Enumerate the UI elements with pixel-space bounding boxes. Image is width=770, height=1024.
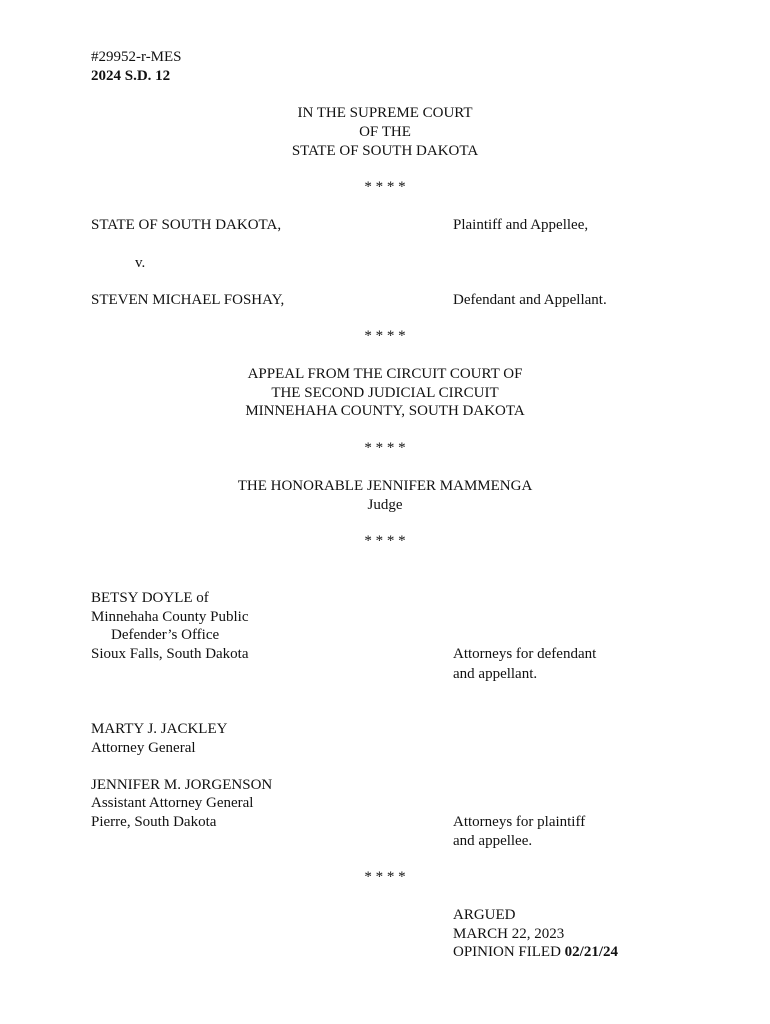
- defense-role-line-2: and appellant.: [453, 666, 538, 682]
- appeal-line-2: THE SECOND JUDICIAL CIRCUIT: [271, 385, 499, 401]
- versus: v.: [135, 255, 146, 271]
- section-separator: * * * *: [364, 440, 406, 456]
- section-separator: * * * *: [364, 328, 406, 344]
- defendant-role: Defendant and Appellant.: [453, 292, 607, 308]
- assistant-attorney-general-title: Assistant Attorney General: [91, 795, 254, 811]
- court-name-line-1: IN THE SUPREME COURT: [297, 105, 473, 121]
- state-role-line-1: Attorneys for plaintiff: [453, 814, 586, 830]
- argued-label: ARGUED: [453, 907, 516, 923]
- defense-attorney-of: of: [192, 590, 209, 606]
- court-name-line-2: OF THE: [359, 124, 411, 140]
- defense-attorney-name-text: BETSY DOYLE: [91, 590, 193, 606]
- assistant-attorney-general-name: JENNIFER M. JORGENSON: [91, 777, 273, 793]
- appeal-line-1: APPEAL FROM THE CIRCUIT COURT OF: [247, 366, 523, 382]
- defense-location: Sioux Falls, South Dakota: [91, 646, 249, 662]
- section-separator: * * * *: [364, 869, 406, 885]
- plaintiff-role: Plaintiff and Appellee,: [453, 217, 589, 233]
- opinion-filed-date: 02/21/24: [564, 944, 619, 960]
- argued-date: MARCH 22, 2023: [453, 926, 565, 942]
- defense-role-line-1: Attorneys for defendant: [453, 646, 597, 662]
- appeal-line-3: MINNEHAHA COUNTY, SOUTH DAKOTA: [245, 403, 525, 419]
- section-separator: * * * *: [364, 179, 406, 195]
- attorney-general-name: MARTY J. JACKLEY: [91, 721, 228, 737]
- state-location: Pierre, South Dakota: [91, 814, 217, 830]
- docket-number: #29952-r-MES: [91, 49, 182, 65]
- state-role-line-2: and appellee.: [453, 833, 533, 849]
- section-separator: * * * *: [364, 533, 406, 549]
- defendant-name: STEVEN MICHAEL FOSHAY,: [91, 292, 285, 308]
- defense-office-line-1: Minnehaha County Public: [91, 609, 249, 625]
- court-name-line-3: STATE OF SOUTH DAKOTA: [291, 143, 479, 159]
- opinion-filed: [453, 943, 618, 962]
- citation: 2024 S.D. 12: [91, 68, 171, 84]
- judge-title: Judge: [367, 497, 403, 513]
- plaintiff-name: STATE OF SOUTH DAKOTA,: [91, 217, 282, 233]
- defense-office-line-2: Defender’s Office: [111, 627, 220, 643]
- opinion-filed-label: OPINION FILED: [453, 944, 565, 960]
- judge-name: THE HONORABLE JENNIFER MAMMENGA: [237, 478, 533, 494]
- attorney-general-title: Attorney General: [91, 740, 196, 756]
- defense-attorney-name: [91, 589, 209, 608]
